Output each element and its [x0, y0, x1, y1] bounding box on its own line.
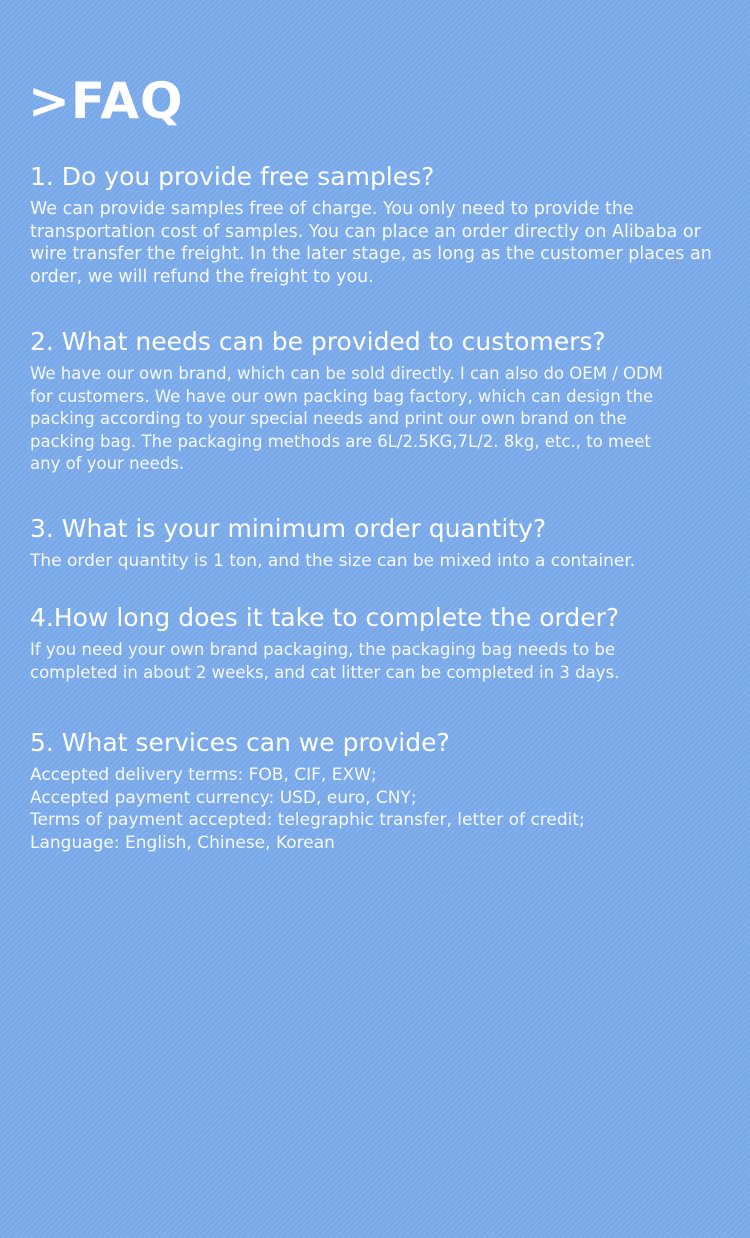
faq-answer — [30, 198, 732, 288]
faq-answer-line: any of your needs. — [30, 454, 185, 473]
faq-answer-line: Language: English, Chinese, Korean — [30, 832, 335, 853]
faq-item-customer-needs — [30, 325, 732, 476]
faq-answer-line: transportation cost of samples. You can place an order directly on Alibaba or — [30, 221, 701, 242]
faq-item-services — [30, 726, 732, 854]
faq-item-free-samples — [30, 160, 732, 288]
faq-answer-line: The order quantity is 1 ton, and the size can be mixed into a container. — [30, 551, 636, 571]
faq-answer-line: packing according to your special needs and print our own brand on the — [30, 409, 627, 428]
faq-answer-line: We can provide samples free of charge. You only need to provide the — [30, 199, 634, 219]
faq-answer-line: If you need your own brand packaging, the packaging bag needs to be — [30, 640, 616, 659]
faq-answer — [30, 363, 732, 476]
faq-answer-line: We have our own brand, which can be sold directly. I can also do OEM / ODM — [30, 364, 663, 383]
faq-answer-line: completed in about 2 weeks, and cat litter can be completed in 3 days. — [30, 662, 620, 682]
faq-question: 1. Do you provide free samples? — [30, 162, 435, 191]
faq-answer — [30, 764, 732, 854]
page-title: >FAQ — [28, 72, 184, 130]
faq-question: 5. What services can we provide? — [30, 728, 450, 757]
faq-answer-line: Terms of payment accepted: telegraphic transfer, letter of credit; — [30, 810, 585, 830]
faq-answer — [30, 550, 732, 573]
faq-answer — [30, 639, 732, 684]
faq-question: 2. What needs can be provided to customers? — [30, 327, 606, 356]
faq-answer-line: Accepted delivery terms: FOB, CIF, EXW; — [30, 765, 377, 785]
faq-question: 4.How long does it take to complete the order? — [30, 603, 620, 632]
faq-item-minimum-order — [30, 512, 732, 573]
faq-question: 3. What is your minimum order quantity? — [30, 514, 547, 543]
faq-answer-line: for customers. We have our own packing bag factory, which can design the — [30, 386, 654, 406]
faq-answer-line: Accepted payment currency: USD, euro, CNY; — [30, 787, 417, 808]
faq-answer-line: packing bag. The packaging methods are 6L/2.5KG,7L/2. 8kg, etc., to meet — [30, 431, 651, 451]
faq-item-lead-time — [30, 601, 732, 684]
faq-answer-line: order, we will refund the freight to you. — [30, 266, 374, 287]
faq-answer-line: wire transfer the freight. In the later stage, as long as the customer places an — [30, 244, 712, 264]
